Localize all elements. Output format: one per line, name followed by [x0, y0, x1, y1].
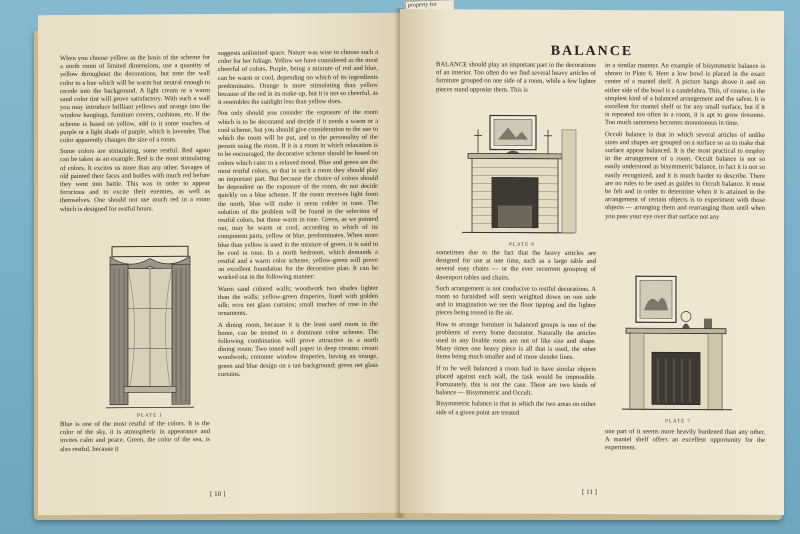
plate-7-label: PLATE 7 [665, 419, 691, 425]
left-page [38, 13, 400, 516]
paragraph: sometimes due to the fact that the heavy articles are designed for use at one time, such as a large table and several easy chairs — or the ever recurrent grouping of davenport tables and chairs. [436, 249, 596, 282]
right-column-1-top [436, 61, 596, 114]
plate-1-label: PLATE 1 [137, 413, 163, 419]
page-number-left: [ 10 ] [210, 489, 226, 499]
right-column-1-bottom [436, 249, 596, 478]
paragraph: BALANCE should play an important part in the decorations of an interior. Too often do we find several heavy articles of furniture grouped on one side of a room, while a few lighter pieces stand opposite them. This is [436, 61, 596, 94]
open-book [28, 8, 790, 520]
paragraph: Warm sand colored walls; woodwork two shades lighter than the walls; yellow-green draperies, lined with golden silk; ecru net glass curtains; small touches of rose in the ornaments. [218, 284, 378, 318]
paragraph: Not only should you consider the exposure of the room which is to be decorated and decide if it needs a warm or a cool scheme, but you should give consideration to the use to which the room will be put, and to the personality of the person using the room. If it is a room in which relaxation is to be encouraged, the decorative scheme should be based on colors which cater to a relaxed mood. Blue and green are the most restful colors, so that in such a room they should play an important part. But because the choice of colors should be dependent on the exposure of the room, do not decide quickly on a blue scheme. If the room receives light from the north, blue will make it seem colder in tone. The solution of the problem will be found in the selection of restful colors, but those warm in tone. Green, as we pointed out, may be warm or cool, according to which of its component parts, yellow or blue, predominates. When more blue than yellow is used in the mixture of green, it is said to be cool in tone. In a north bedroom, which demands a restful and a warm color scheme, yellow-green will prove an excellent foundation for the decorative plan. It can be worked out in the following manner: [218, 109, 378, 282]
paragraph: Occult balance is that in which several articles of unlike sizes and shapes are grouped on a surface so as to make that surface appear balanced. It is the most practical to employ in the arrangement of a room. Occult balance is not so easily understood as bisymmetric balance, in fact it is not so easily recognized, and it is much harder to describe. There are no rules to be used as guides to Occult balance. It must be felt and in order to determine when it is attained in the arrangement of certain objects is to experiment with those objects — arranging them and rearranging them until when you pass your eye over that surface not any [605, 130, 765, 221]
page-heading: BALANCE [550, 43, 634, 60]
paragraph: suggests unlimited space. Nature was wise to choose such a color for her foliage. Yellow we have considered as the most cheerful of colors. Purple, being a mixture of red and blue, can be warm or cool, depending on which of its ingredients predominates. Orange is more stimulating than yellow because of the red in its make-up, but it is not so cheerful, as it resembles the sunlight less than yellow does. [218, 48, 378, 107]
paragraph: Blue is one of the most restful of the colors. It is the color of the sky, it is atmospheric in appearance and invites calm and peace. Green, the color of the sea, is also restful, because it [60, 420, 210, 453]
left-column-2 [218, 49, 378, 482]
paragraph: When you choose yellow as the basis of the scheme for a north room of limited dimensions, use a quantity of yellow throughout the decorations, but tone the wall color to a hue which will be warm but neutral enough to recede into the background. A light cream or a warm sand color tint will prove satisfactory. With such a wall you may introduce brilliant yellows and orange into the window hangings, furniture covers, cushions, etc. If the scheme is based on yellow, add to it some touches of purple or a light shade of purple, which is lavender. That color apparently changes the size of a room. [60, 54, 210, 145]
plate-6-label: PLATE 6 [509, 242, 535, 248]
right-column-2-bottom [605, 428, 765, 469]
plate-1-window-illustration [100, 242, 200, 415]
paragraph: Some colors are stimulating, some restful. Red again can be taken as an example. Red is the most stimulating of colors. It excites us more than any other. Savages of old painted their faces and bodies with much red before they went into battle. This was in order to appear ferocious and to excite their enemies, as well as themselves. One should not use much red in a room which is designed for restful hours. [60, 147, 210, 213]
page-number-right: [ 11 ] [582, 487, 597, 497]
paragraph: Such arrangement is not conducive to restful decorations. A room so furnished will seem weighted down on one side and in imagination we see the floor tipping and the lighter pieces being tossed in the air. [436, 284, 596, 318]
right-page [400, 9, 784, 515]
tag-line-1: property for [407, 1, 437, 9]
paragraph: in a similar manner. An example of bisymmetric balance is shown in Plate 6. Here a low bowl is placed in the exact center of a mantel shelf. A picture hangs above it and on either side of the bowl is a candelabra. This, of course, is the simplest kind of a balanced arrangement and the safest. It is excellent for mantel shelf or for any small surface, but if it is repeated too often in a room, it is apt to grow tiresome. Too much sameness becomes monotonous in time. [605, 62, 765, 128]
paragraph: Bisymmetric balance is that in which the two areas on either side of a given point are treated [436, 400, 596, 417]
paragraph: If to be well balanced a room had to have similar objects placed against each wall, the task would be impossible. Fortunately, this is not the case. There are two kinds of balance — Bisymmetric and Occult. [436, 364, 596, 397]
paragraph: A dining room, because it is the least used room in the home, can be treated to a dominant color scheme. The following combination will prove attractive in a north dining room: Two toned wall paper in deep creams; cream woodwork; cretonne window draperies, having an orange, green and blue design on a tan background; green net glass curtains. [218, 320, 378, 378]
paragraph: How to arrange furniture in balanced groups is one of the problems of every home decorator. Naturally the articles used in any livable room are not of like size and shape. Many times one heavy piece is all that is used, the other items being much smaller and of more slender lines. [436, 320, 596, 362]
left-column-1-bottom [60, 420, 210, 481]
paragraph: one part of it seems more heavily burdened than any other. A mantel shelf offers an excellent opportunity for the experiment. [605, 428, 765, 452]
plate-7-mantel-illustration [622, 272, 734, 419]
plate-6-mantel-illustration [462, 109, 582, 242]
